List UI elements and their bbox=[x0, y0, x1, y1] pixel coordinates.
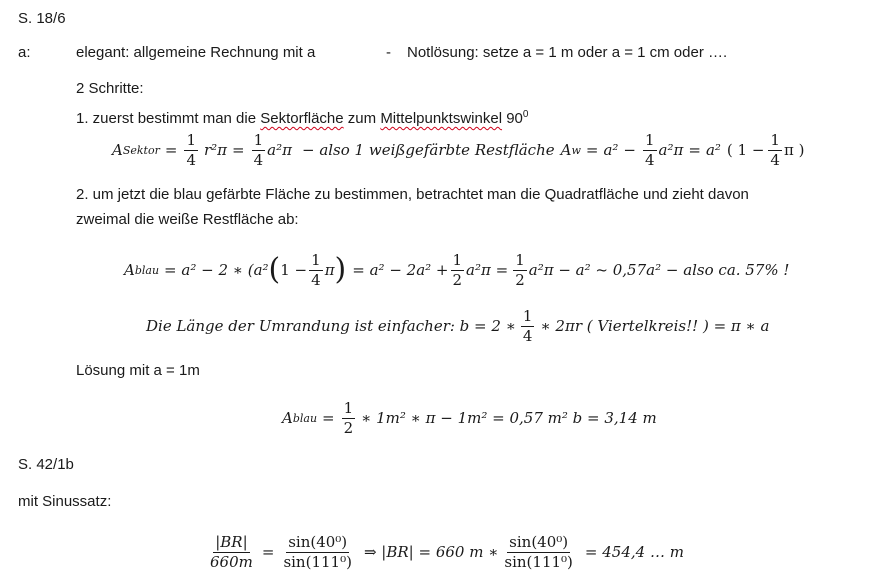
eq2-lparen: ( bbox=[268, 252, 281, 287]
eq5-frac2-den: sin(111⁰) bbox=[283, 552, 352, 571]
step2-line2: zweimal die weiße Restfläche ab: bbox=[76, 211, 299, 228]
eq1-a2pi: a²π bbox=[267, 140, 292, 159]
eq3-frac-num: 1 bbox=[522, 306, 533, 325]
eq1-frac1 bbox=[184, 130, 198, 169]
eq1-frac2-den: 4 bbox=[253, 150, 264, 169]
section-header-s18: S. 18/6 bbox=[18, 10, 66, 27]
eq4-frac-num: 1 bbox=[343, 398, 354, 417]
equation-umrandung bbox=[146, 304, 769, 348]
eq3-frac bbox=[521, 306, 535, 345]
eq1-frac1-num: 1 bbox=[186, 130, 196, 149]
eq2-frac3-den: 2 bbox=[515, 270, 525, 289]
eq1-a2: a² bbox=[603, 140, 619, 159]
eq2-frac2-num: 1 bbox=[452, 250, 463, 269]
step1-degree: 0 bbox=[522, 109, 529, 120]
eq5-frac1 bbox=[208, 532, 255, 571]
eq2-frac1 bbox=[309, 250, 323, 289]
eq1-frac2-num: 1 bbox=[253, 130, 264, 149]
eq2-p1: = a² − 2 ∗ (a² bbox=[164, 260, 269, 279]
dash: - bbox=[386, 44, 391, 61]
schritte-heading: 2 Schritte: bbox=[76, 80, 144, 97]
eq1-A: A bbox=[112, 140, 123, 159]
elegant-text: elegant: allgemeine Rechnung mit a bbox=[76, 44, 316, 61]
eq1-frac3-den: 4 bbox=[645, 150, 655, 169]
eq2-p2: = a² − 2a² + bbox=[352, 260, 449, 279]
eq1-frac4-num: 1 bbox=[770, 130, 780, 149]
eq5-frac3-num: sin(40⁰) bbox=[509, 532, 569, 551]
eq2-frac3-num: 1 bbox=[515, 250, 525, 269]
eq2-sub: blau bbox=[134, 263, 160, 277]
step1-part-b: zum bbox=[343, 110, 381, 127]
eq5-frac2-num: sin(40⁰) bbox=[288, 532, 348, 551]
equation-loesung bbox=[282, 396, 657, 440]
eq3-frac-den: 4 bbox=[522, 326, 533, 345]
part-a-label: a: bbox=[18, 44, 31, 61]
sinussatz-text: mit Sinussatz: bbox=[18, 493, 112, 510]
eq1-frac1-den: 4 bbox=[186, 150, 196, 169]
eq4-frac-den: 2 bbox=[343, 418, 354, 437]
notloesung-text: Notlösung: setze a = 1 m oder a = 1 cm oder …. bbox=[407, 44, 728, 61]
eq4-A: A bbox=[282, 408, 293, 427]
eq1-frac2 bbox=[252, 130, 266, 169]
eq2-p4: a²π − a² ~ 0,57a² − also ca. 57% ! bbox=[528, 260, 790, 279]
eq1-eq2: = bbox=[232, 140, 245, 159]
eq2-one: 1 − bbox=[280, 260, 308, 279]
eq1-frac3-num: 1 bbox=[645, 130, 655, 149]
eq2-rparen: ) bbox=[334, 252, 347, 287]
eq1-Aw: A bbox=[560, 140, 572, 159]
step1-part-c: 90 bbox=[502, 110, 523, 127]
eq1-sub: Sektor bbox=[122, 143, 160, 157]
eq1-paren: ( 1 − bbox=[726, 140, 765, 159]
eq4-frac bbox=[342, 398, 356, 437]
eq1-minus: − bbox=[623, 140, 636, 159]
eq5-frac1-num: |BR| bbox=[215, 532, 248, 551]
eq1-eq3: = bbox=[585, 140, 599, 159]
eq3-rest: ∗ 2πr ( Viertelkreis!! ) = π ∗ a bbox=[540, 316, 770, 335]
eq2-pi: π bbox=[324, 260, 335, 279]
eq5-res: = 454,4 … m bbox=[584, 542, 684, 561]
eq2-frac2-den: 2 bbox=[452, 270, 463, 289]
eq2-frac3 bbox=[513, 250, 527, 289]
eq3-text: Die Länge der Umrandung ist einfacher: b = 2 ∗ bbox=[146, 316, 516, 335]
eq2-frac1-num: 1 bbox=[311, 250, 321, 269]
eq4-eq: = bbox=[322, 408, 335, 427]
eq5-eq: = bbox=[261, 542, 275, 561]
eq1-eq: = bbox=[164, 140, 178, 159]
step1-word-mittelpunktswinkel: Mittelpunktswinkel bbox=[380, 110, 503, 127]
eq1-frac3 bbox=[643, 130, 657, 169]
step1-text bbox=[76, 106, 528, 128]
equation-sinussatz bbox=[206, 528, 684, 576]
eq2-frac1-den: 4 bbox=[311, 270, 321, 289]
eq2-A: A bbox=[124, 260, 135, 279]
eq1-wsub: w bbox=[571, 143, 581, 157]
section-header-s42: S. 42/1b bbox=[18, 456, 74, 473]
eq5-mid: ⇒ |BR| = 660 m ∗ bbox=[363, 542, 499, 561]
eq4-rest: ∗ 1m² ∗ π − 1m² = 0,57 m² b = 3,14 m bbox=[361, 408, 657, 427]
equation-blau bbox=[124, 248, 789, 292]
eq1-a2pi2: a²π bbox=[658, 140, 684, 159]
eq1-frac4-den: 4 bbox=[770, 150, 780, 169]
eq1-frac4 bbox=[768, 130, 782, 169]
eq1-pi: π ) bbox=[783, 140, 805, 159]
eq1-text: − also 1 weißgefärbte Restfläche bbox=[301, 140, 555, 159]
eq1-r2pi: r²π bbox=[203, 140, 228, 159]
eq1-a2b: a² bbox=[705, 140, 721, 159]
step1-word-sektorflaeche: Sektorfläche bbox=[260, 110, 344, 127]
eq5-frac2 bbox=[281, 532, 354, 571]
eq4-sub: blau bbox=[292, 411, 318, 425]
step1-part-a: 1. zuerst bestimmt man die bbox=[76, 110, 261, 127]
equation-sektor bbox=[112, 128, 804, 172]
step2-line1: 2. um jetzt die blau gefärbte Fläche zu bestimmen, betrachtet man die Quadratfläche und zieht davon bbox=[76, 186, 749, 203]
loesung-text: Lösung mit a = 1m bbox=[76, 362, 200, 379]
eq2-p3: a²π = bbox=[466, 260, 509, 279]
eq5-frac3-den: sin(111⁰) bbox=[504, 552, 573, 571]
eq5-frac3 bbox=[502, 532, 575, 571]
eq2-frac2 bbox=[451, 250, 465, 289]
eq5-frac1-den: 660m bbox=[210, 552, 253, 571]
eq1-eq4: = bbox=[688, 140, 701, 159]
